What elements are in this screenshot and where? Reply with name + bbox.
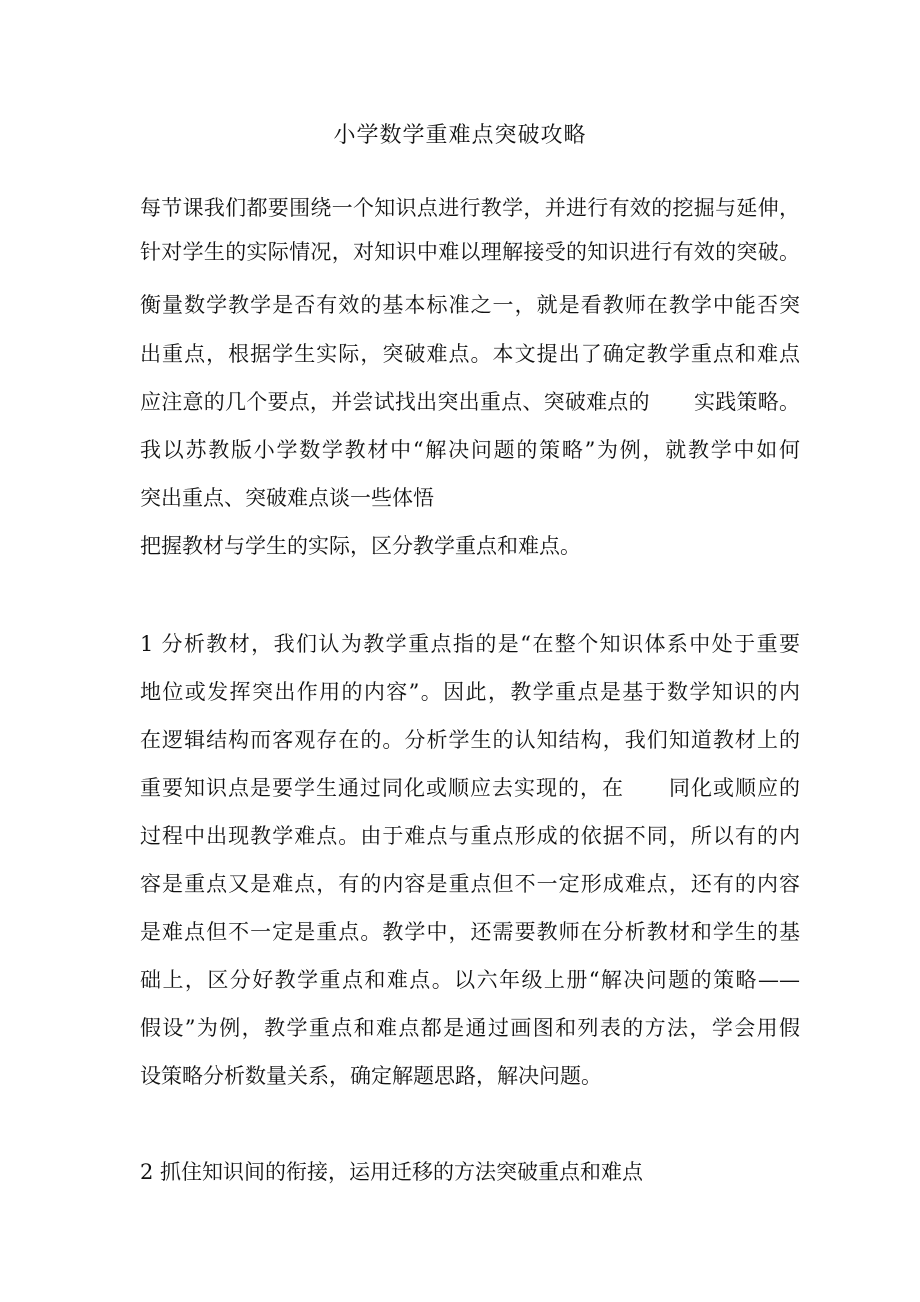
section-heading: 2 抓住知识间的衔接，运用迁移的方法突破重点和难点 [140, 1160, 644, 1184]
paragraph-line: 针对学生的实际情况，对知识中难以理解接受的知识进行有效的突破。 [140, 240, 800, 264]
document-title: 小学数学重难点突破攻略 [333, 123, 587, 148]
paragraph-line: 地位或发挥突出作用的内容”。因此，教学重点是基于数学知识的内 [140, 680, 800, 704]
paragraph-line: 过程中出现教学难点。由于难点与重点形成的依据不同，所以有的内 [140, 824, 800, 848]
paragraph-line [140, 771, 800, 805]
line-segment: 同化或顺应的 [668, 776, 800, 800]
paragraph-line: 我以苏教版小学数学教材中“解决问题的策略”为例，就教学中如何 [140, 438, 800, 462]
paragraph-line: 容是重点又是难点，有的内容是重点但不一定形成难点，还有的内容 [140, 872, 800, 896]
paragraph-line: 出重点，根据学生实际，突破难点。本文提出了确定教学重点和难点 [140, 342, 800, 366]
paragraph-line: 是难点但不一定是重点。教学中，还需要教师在分析教材和学生的基 [140, 920, 800, 944]
paragraph-line: 设策略分析数量关系，确定解题思路，解决问题。 [140, 1064, 602, 1088]
paragraph-line: 1 分析教材，我们认为教学重点指的是“在整个知识体系中处于重要 [140, 632, 800, 656]
line-segment: 实践策略。 [693, 390, 801, 414]
paragraph-line: 把握教材与学生的实际，区分教学重点和难点。 [140, 534, 581, 558]
paragraph-line: 础上，区分好教学重点和难点。以六年级上册“解决问题的策略—— [140, 968, 800, 992]
paragraph-line: 每节课我们都要围绕一个知识点进行教学，并进行有效的挖掘与延伸， [140, 196, 800, 220]
paragraph-line [140, 385, 800, 419]
paragraph-line: 突出重点、突破难点谈一些体悟 [140, 486, 434, 510]
line-segment: 应注意的几个要点，并尝试找出突出重点、突破难点的 [140, 390, 650, 414]
line-segment: 重要知识点是要学生通过同化或顺应去实现的，在 [140, 776, 624, 800]
paragraph-line: 衡量数学教学是否有效的基本标准之一，就是看教师在教学中能否突 [140, 293, 800, 317]
paragraph-line: 假设”为例，教学重点和难点都是通过画图和列表的方法，学会用假 [140, 1016, 800, 1040]
paragraph-line: 在逻辑结构而客观存在的。分析学生的认知结构，我们知道教材上的 [140, 728, 800, 752]
